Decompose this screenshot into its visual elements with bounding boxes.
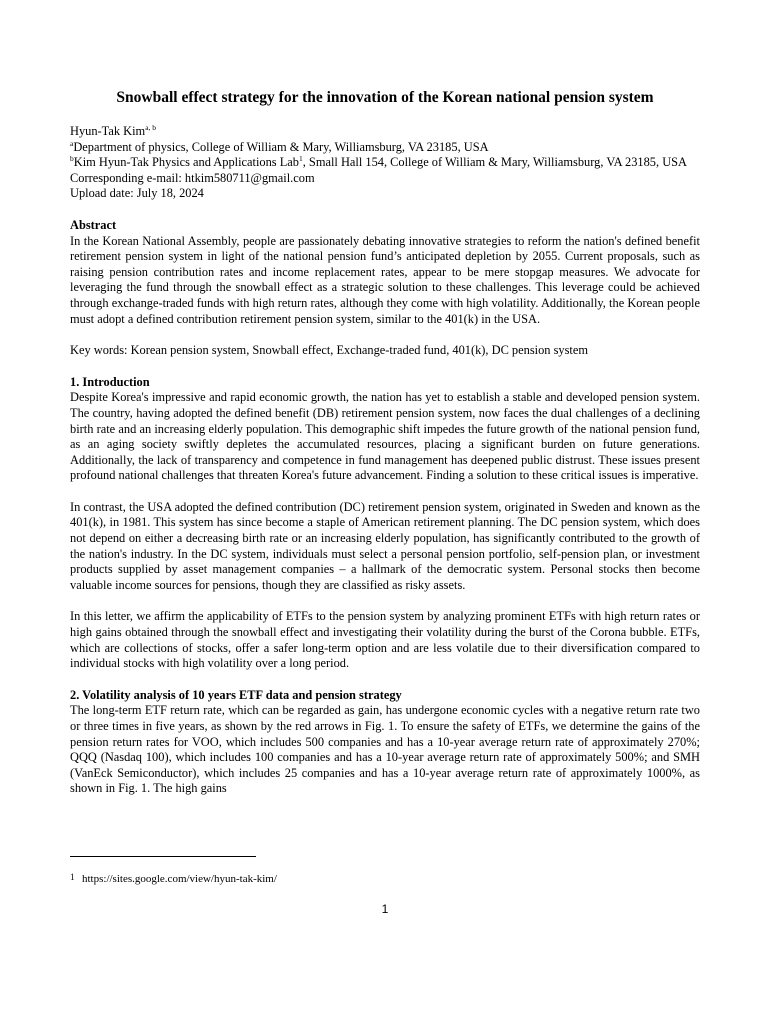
intro-paragraph-2: In contrast, the USA adopted the defined contribution (DC) retirement pension system, originated in Sweden and known as the 401(k), in 1981. This system has since become a staple of American retirement planning. The DC pension system, which does not depend on either a decreasing birth rate or an increasing elderly population, has significantly contributed to the growth of the nation's industry. In the DC system, individuals must select a personal pension portfolio, self-pension plan, or investment products supplied by asset management companies – a hallmark of the democratic system. Personal stocks then become valuable income sources for pensions, though they are classified as risky assets. bbox=[70, 499, 700, 592]
affiliation-a bbox=[70, 140, 700, 156]
keywords: Key words: Korean pension system, Snowball effect, Exchange-traded fund, 401(k), DC pension system bbox=[70, 343, 588, 358]
intro-paragraph-3: In this letter, we affirm the applicability of ETFs to the pension system by analyzing prominent ETFs with high return rates or high gains obtained through the snowball effect and investigating their volatility during the burst of the Corona bubble. ETFs, which are collections of stocks, offer a safer long-term option and are less volatile due to their diversification compared to individual stocks with high volatility over a long period. bbox=[70, 609, 700, 671]
upload-date: Upload date: July 18, 2024 bbox=[70, 186, 204, 201]
footnote-divider bbox=[70, 856, 256, 857]
author-affiliation-marks: a, b bbox=[145, 122, 157, 132]
affiliation-b-text-before: Kim Hyun-Tak Physics and Applications Lab bbox=[73, 155, 299, 170]
author-line bbox=[70, 124, 700, 140]
corresponding-email: Corresponding e-mail: htkim580711@gmail.com bbox=[70, 170, 315, 185]
affiliation-b bbox=[70, 155, 700, 171]
footnote bbox=[70, 870, 277, 886]
abstract-text: In the Korean National Assembly, people are passionately debating innovative strategies to reform the nation's defined benefit retirement pension system in light of the national pension fund’s anticipated depletion by 2055. Current proposals, such as raising pension contribution rates and income replacement rates, appear to be mere stopgap measures. We advocate for leveraging the fund through the snowball effect as a strategic solution to these challenges. This leverage could be achieved through exchange-traded funds with high return rates, although they come with high volatility. Additionally, the Korean people must adopt a defined contribution retirement pension system, similar to the 401(k) in the USA. bbox=[70, 233, 700, 326]
page-number: 1 bbox=[381, 902, 389, 916]
footnote-link[interactable]: https://sites.google.com/view/hyun-tak-kim/ bbox=[82, 873, 277, 885]
paper-title: Snowball effect strategy for the innovation of the Korean national pension system bbox=[116, 89, 654, 106]
affiliation-b-mark: b bbox=[70, 154, 74, 164]
intro-paragraph-1: Despite Korea's impressive and rapid economic growth, the nation has yet to establish a stable and developed pension system. The country, having adopted the defined benefit (DB) retirement pension system, now faces the dual challenges of a declining birth rate and an increasing elderly population. This demographic shift impedes the future growth of the national pension fund, as an aging society swiftly depletes the accumulated resources, placing a significant burden on future generations. Additionally, the lack of transparency and competence in fund management has deepened public distrust. These issues present profound national challenges that threaten Korea's future advancement. Finding a solution to these critical issues is imperative. bbox=[70, 390, 700, 483]
section-heading-volatility: 2. Volatility analysis of 10 years ETF data and pension strategy bbox=[70, 687, 402, 702]
affiliation-a-text: Department of physics, College of William & Mary, Williamsburg, VA 23185, USA bbox=[73, 139, 489, 154]
author-name: Hyun-Tak Kim bbox=[70, 124, 146, 138]
affiliation-b-text-after: , Small Hall 154, College of William & Mary, Williamsburg, VA 23185, USA bbox=[302, 155, 687, 170]
abstract-heading: Abstract bbox=[70, 217, 117, 232]
paper-body bbox=[70, 88, 700, 797]
section-heading-introduction: 1. Introduction bbox=[70, 374, 150, 389]
volatility-paragraph-1: The long-term ETF return rate, which can be regarded as gain, has undergone economic cycles with a negative return rate two or three times in five years, as shown by the red arrows in Fig. 1. To ensure the safety of ETFs, we determine the gains of the pension return rates for VOO, which includes 500 companies and has a 10-year average return rate of approximately 270%; QQQ (Nasdaq 100), which includes 100 companies and has a 10-year average return rate of approximately 500%; and SMH (VanEck Semiconductor), which includes 25 companies and has a 10-year average return rate of approximately 1000%, as shown in Fig. 1. The high gains bbox=[70, 703, 700, 796]
footnote-number: 1 bbox=[70, 872, 75, 882]
affiliation-a-mark: a bbox=[70, 138, 74, 148]
footnote-reference: 1 bbox=[298, 154, 303, 164]
